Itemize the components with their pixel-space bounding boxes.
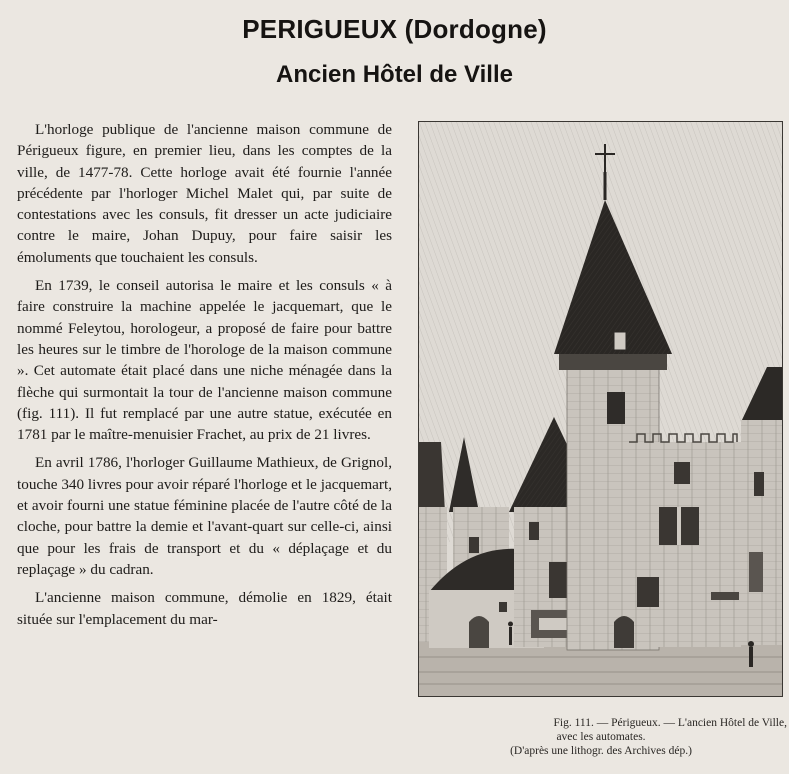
caption-line-1: Fig. 111. — Périgueux. — L'ancien Hôtel de Ville, (553, 717, 787, 729)
figure-caption (415, 716, 787, 758)
caption-line-2: avec les automates. (556, 731, 646, 743)
right-main-building (614, 434, 741, 648)
paragraph-3: En avril 1786, l'horloger Guillaume Mathieux, de Grignol, touche 340 livres pour avoir réparé l'horloge et le jacquemart, et avoir fourni une statue féminine placée de l'autre côté de la cloche, pour battre la demie et l'avant-quart sur celle-ci, ainsi que pour les frais de transport et du « déplaçage et du replaçage » du cadran. (17, 454, 392, 578)
paragraph-4: L'ancienne maison commune, démolie en 1829, était située sur l'emplacement du mar- (17, 589, 392, 628)
paragraph-1: L'horloge publique de l'ancienne maison commune de Périgueux figure, en premier lieu, dans les comptes de la ville, de 1477-78. Cette horloge avait été fournie l'année précédente par l'horloger Michel Malet qui, par suite de contestations avec les consuls, fit dresser un acte judiciaire contre le maire, Johan Dupuy, pour faire saisir les émoluments que touchaient les consuls. (17, 121, 392, 266)
old-town-hall-lithograph (419, 122, 782, 696)
paragraph-2: En 1739, le conseil autorisa le maire et les consuls « à faire construire la machine appelée le jacquemart, que le nommé Feleytou, horologeur, a proposé de faire pour battre les heures sur le timbre de l'horologe de la maison commune ». Cet automate était placé dans une niche ménagée dans la flèche qui surmontait la tour de l'ancienne maison commune (fig. 111). Il fut remplacé par une autre statue, exécutée en 1781 par le maître-menuisier Frachet, au prix de 21 livres. (17, 277, 392, 444)
page-subtitle: Ancien Hôtel de Ville (276, 61, 513, 88)
body-text-column (17, 119, 392, 637)
caption-line-3: (D'après une lithogr. des Archives dép.) (510, 745, 692, 757)
page-title: PERIGUEUX (Dordogne) (242, 14, 547, 44)
figure-illustration (418, 121, 783, 697)
